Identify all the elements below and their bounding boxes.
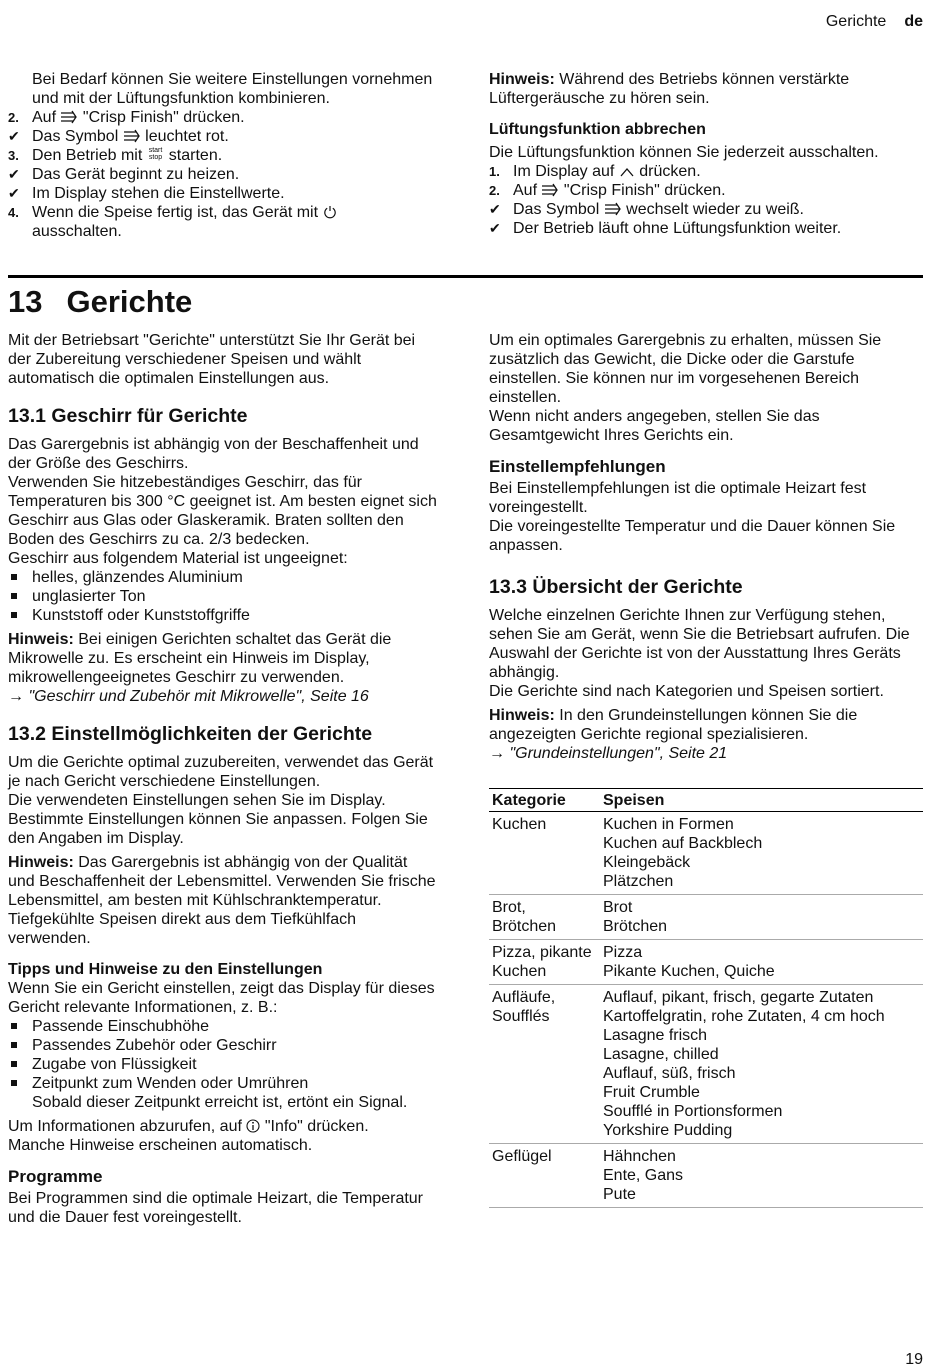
chapter-divider bbox=[8, 275, 923, 278]
info-instruction: Um Informationen abzurufen, auf "Info" drücken. bbox=[8, 1118, 369, 1135]
page-number: 19 bbox=[905, 1351, 923, 1368]
step-item: 3. Den Betrieb mit start stop starten. bbox=[8, 147, 223, 164]
step-item: ✔ Das Symbol leuchtet rot. bbox=[8, 128, 229, 145]
chapter-title bbox=[8, 282, 192, 322]
step-marker: 4. bbox=[8, 205, 19, 220]
step-marker: 1. bbox=[489, 164, 500, 179]
main-left-column: Mit der Betriebsart "Gerichte" unterstützt Sie Ihr Gerät bei der Zubereitung verschiedener Speisen und wählt automatisch die optimalen Einstellungen aus. 13.1 Geschirr für Gerichte Das Garergebnis ist abhängig von der Beschaffenheit und der Größe des Geschirrs. Verwenden Sie hitzebeständiges Geschirr, das für Temperaturen bis 300 °C geeignet ist. Am besten eignet sich Geschirr aus Glas oder Glaskeramik. Braten sollten den Boden des Geschirrs zu ca. 2/3 bedecken. Geschirr aus folgendem Material ist ungeeignet: helles, glänzendes Aluminium unglasierter Ton Kunststoff oder Kunststoffgriffe Hinweis: Bei einigen Gerichten schaltet das Gerät die Mikrowelle zu. Es erscheint ein Hinweis im Display, mikrowellengeeignetes Geschirr zu verwenden. → "Geschirr und Zubehör mit Mikrowelle", Seite 16 13.2 Einstellmöglichkeiten der Gerichte Um die Gerichte optimal zuzubereiten, verwendet das Gerät je nach Gericht verschiedene Einstellungen. Die verwendeten Einstellungen sehen Sie im Display. Bestimmte Einstellungen können Sie anpassen. Folgen Sie den Angaben im Display. Hinweis: Das Garergebnis ist abhängig von der Qualität und Beschaffenheit der Lebensmittel. Verwenden Sie frische Lebensmittel, am besten mit Kühlschranktemperatur. Tiefgekühlte Speisen direkt aus dem Tiefkühlfach verwenden. Tipps und Hinweise zu den Einstellungen Wenn Sie ein Gericht einstellen, zeigt das Display für dieses Gericht relevante Informationen, z. B.: Passende Einschubhöhe Passendes Zubehör oder Geschirr Zugabe von Flüssigkeit Zeitpunkt zum Wenden oder Umrühren Sobald dieser Zeitpunkt erreicht ist, ertönt ein Signal. Um Informationen abzurufen, auf "Info" drücken. Manche Hinweise erscheinen automatisch. Programme Bei Programmen sind die optimale Heizart, die Temperatur und die Dauer fest voreingestellt. bbox=[8, 332, 437, 1226]
list-item: Zeitpunkt zum Wenden oder Umrühren bbox=[8, 1074, 438, 1093]
step-item: ✔ Das Gerät beginnt zu heizen. bbox=[8, 166, 240, 183]
intro-text: Bei Bedarf können Sie weitere Einstellungen vornehmen und mit der Lüftungsfunktion kombinieren. bbox=[32, 71, 433, 107]
display-info-list bbox=[8, 1017, 438, 1093]
dishes-table bbox=[489, 788, 923, 1208]
chapter-number: 13 bbox=[8, 284, 43, 319]
dishes-cell: Brot Brötchen bbox=[600, 895, 923, 940]
note: Hinweis: Das Garergebnis ist abhängig von der Qualität und Beschaffenheit der Lebensmittel. Verwenden Sie frische Lebensmittel, am besten mit Kühlschranktemperatur. Tiefgekühlte Speisen direkt aus dem Tiefkühlfach verwenden. bbox=[8, 854, 436, 947]
dishes-cell: Pizza Pikante Kuchen, Quiche bbox=[600, 940, 923, 985]
category-cell: Brot, Brötchen bbox=[489, 895, 600, 940]
list-item: Zugabe von Flüssigkeit bbox=[8, 1055, 438, 1074]
section-heading-13-1: 13.1 Geschirr für Gerichte bbox=[8, 405, 248, 427]
chapter-name: Gerichte bbox=[66, 284, 193, 319]
list-item: helles, glänzendes Aluminium bbox=[8, 568, 438, 587]
main-right-column: Um ein optimales Garergebnis zu erhalten, müssen Sie zusätzlich das Gewicht, die Dicke oder die Garstufe einstellen. Sie können nur im vorgesehenen Bereich einstellen. Wenn nicht anders angegeben, stellen Sie das Gesamtgewicht Ihres Gerichts ein. Einstellempfehlungen Bei Einstellempfehlungen ist die optimale Heizart fest voreingestellt. Die voreingestellte Temperatur und die Dauer können Sie anpassen. 13.3 Übersicht der Gerichte Welche einzelnen Gerichte Ihnen zur Verfügung stehen, sehen Sie am Gerät, wenn Sie die Betriebsart aufrufen. Die Auswahl der Gerichte ist von der Ausstattung Ihres Geräts abhängig. Die Gerichte sind nach Kategorien und Speisen sortiert. Hinweis: In den Grundeinstellungen können Sie die angezeigten Gerichte regional spezialisieren. → "Grundeinstellungen", Seite 21 Kategorie Speisen Kuchen Kuchen in Formen Kuchen auf Backblech Kleingebäck Plätzchen Brot, Brötchen Brot Brötchen Pizza, pikante Kuchen Pizza Pikante Kuchen, Quiche Aufläufe, Soufflés Auflauf, pikant, frisch, gegarte Zutaten Kartoffelgratin, rohe Zutaten, 4 cm hoch Lasagne frisch Lasagne, chilled Auflauf, süß, frisch Fruit Crumble Soufflé in Portionsformen Yorkshire Pudding Geflügel Hähnchen Ente, Gans Pute bbox=[489, 331, 923, 1208]
crisp-finish-icon bbox=[604, 202, 622, 216]
list-item: Passende Einschubhöhe bbox=[8, 1017, 438, 1036]
intro-text: Die Lüftungsfunktion können Sie jederzeit ausschalten. bbox=[489, 144, 879, 161]
section-heading-13-2: 13.2 Einstellmöglichkeiten der Gerichte bbox=[8, 723, 373, 745]
header-language: de bbox=[904, 13, 923, 30]
dishes-cell: Kuchen in Formen Kuchen auf Backblech Kleingebäck Plätzchen bbox=[600, 812, 923, 895]
top-left-column bbox=[8, 70, 438, 241]
check-icon: ✔ bbox=[8, 128, 20, 144]
dishes-cell: Auflauf, pikant, frisch, gegarte Zutaten Kartoffelgratin, rohe Zutaten, 4 cm hoch Lasagne frisch Lasagne, chilled Auflauf, süß, frisch Fruit Crumble Soufflé in Portionsformen Yorkshire Pudding bbox=[600, 985, 923, 1144]
subheading: Programme bbox=[8, 1167, 103, 1186]
check-icon: ✔ bbox=[8, 166, 20, 182]
power-icon bbox=[323, 205, 337, 219]
check-icon: ✔ bbox=[8, 185, 20, 201]
step-item: 2. Auf "Crisp Finish" drücken. bbox=[8, 109, 245, 126]
check-icon: ✔ bbox=[489, 220, 501, 236]
step-item: 1. Im Display auf drücken. bbox=[489, 163, 701, 180]
info-icon bbox=[246, 1119, 260, 1133]
category-cell: Aufläufe, Soufflés bbox=[489, 985, 600, 1144]
chevron-up-icon bbox=[619, 166, 635, 178]
section-heading: Lüftungsfunktion abbrechen bbox=[489, 121, 706, 138]
list-item: unglasierter Ton bbox=[8, 587, 438, 606]
category-cell: Geflügel bbox=[489, 1144, 600, 1208]
category-cell: Kuchen bbox=[489, 812, 600, 895]
dishes-cell: Hähnchen Ente, Gans Pute bbox=[600, 1144, 923, 1208]
category-cell: Pizza, pikante Kuchen bbox=[489, 940, 600, 985]
subheading: Tipps und Hinweise zu den Einstellungen bbox=[8, 961, 323, 978]
crisp-finish-icon bbox=[123, 129, 141, 143]
column-header: Speisen bbox=[600, 789, 923, 812]
column-header: Kategorie bbox=[489, 789, 600, 812]
top-right-column bbox=[489, 70, 919, 238]
step-item: 4. Wenn die Speise fertig ist, das Gerät mit ausschalten. bbox=[8, 203, 412, 241]
cross-reference-link[interactable]: → "Geschirr und Zubehör mit Mikrowelle", Seite 16 bbox=[8, 688, 369, 705]
note: Hinweis: Bei einigen Gerichten schaltet das Gerät die Mikrowelle zu. Es erscheint ein Hinweis im Display, mikrowellengeeignetes Geschirr zu verwenden. bbox=[8, 631, 392, 686]
step-item: ✔ Der Betrieb läuft ohne Lüftungsfunktion weiter. bbox=[489, 220, 842, 237]
chapter-intro: Mit der Betriebsart "Gerichte" unterstützt Sie Ihr Gerät bei der Zubereitung verschiedener Speisen und wählt automatisch die optimalen Einstellungen aus. bbox=[8, 332, 416, 387]
step-marker: 2. bbox=[489, 183, 500, 198]
header-section: Gerichte bbox=[825, 13, 887, 30]
step-marker: 2. bbox=[8, 110, 19, 125]
step-item: 2. Auf "Crisp Finish" drücken. bbox=[489, 182, 726, 199]
crisp-finish-icon bbox=[60, 110, 78, 124]
start-stop-icon: start stop bbox=[148, 147, 163, 161]
crisp-finish-icon bbox=[541, 183, 559, 197]
step-item: ✔ Das Symbol wechselt wieder zu weiß. bbox=[489, 201, 804, 218]
table-row bbox=[489, 812, 923, 895]
check-icon: ✔ bbox=[489, 201, 501, 217]
note: Hinweis: In den Grundeinstellungen können Sie die angezeigten Gerichte regional spezialisieren. bbox=[489, 707, 858, 743]
note: Hinweis: Während des Betriebs können verstärkte Lüftergeräusche zu hören sein. bbox=[489, 71, 850, 107]
table-row bbox=[489, 940, 923, 985]
step-list bbox=[8, 108, 438, 241]
table-row bbox=[489, 895, 923, 940]
table-header-row bbox=[489, 789, 923, 812]
cross-reference-link[interactable]: → "Grundeinstellungen", Seite 21 bbox=[489, 745, 728, 762]
table-row bbox=[489, 1144, 923, 1208]
subheading: Einstellempfehlungen bbox=[489, 457, 666, 476]
page-header bbox=[826, 12, 923, 31]
list-item: Passendes Zubehör oder Geschirr bbox=[8, 1036, 438, 1055]
step-list bbox=[489, 162, 919, 238]
step-item: ✔ Im Display stehen die Einstellwerte. bbox=[8, 185, 285, 202]
step-marker: 3. bbox=[8, 148, 19, 163]
section-heading-13-3: 13.3 Übersicht der Gerichte bbox=[489, 576, 743, 598]
table-row bbox=[489, 985, 923, 1144]
list-item: Kunststoff oder Kunststoffgriffe bbox=[8, 606, 438, 625]
unsuitable-materials-list bbox=[8, 568, 438, 625]
